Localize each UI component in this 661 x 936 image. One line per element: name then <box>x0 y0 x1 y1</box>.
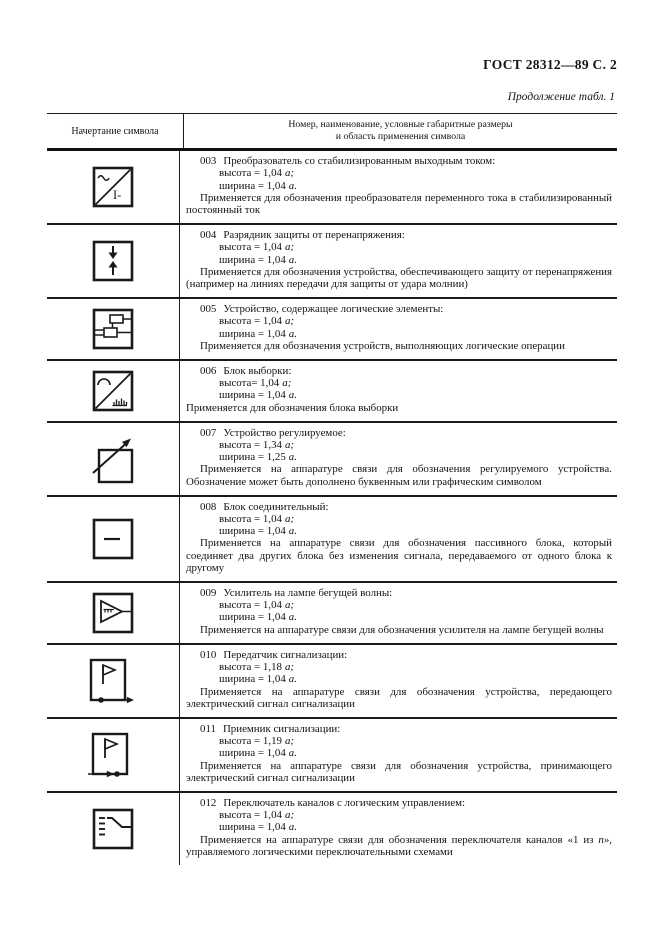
row-number: 012 <box>200 796 217 809</box>
row-description: Применяется на аппаратуре связи для обозначения устройства, передающего электрический сигнал сигнализации <box>186 685 612 710</box>
gost-header: ГОСТ 28312—89 С. 2 <box>483 57 617 72</box>
row-number: 006 <box>200 365 217 378</box>
dimension-height: высота = 1,19 а; <box>219 735 295 748</box>
row-number: 008 <box>200 500 217 513</box>
dimension-width: ширина = 1,04 а. <box>219 253 297 266</box>
dimension-width: ширина = 1,25 а. <box>219 451 297 464</box>
dimension-width: ширина = 1,04 а. <box>219 611 297 624</box>
connecting-block-icon <box>91 517 135 561</box>
symbol-description-cell <box>179 299 617 359</box>
dimension-height: высота = 1,04 а; <box>219 513 295 526</box>
sampling-block-icon <box>91 369 135 413</box>
row-title: Передатчик сигнализации: <box>223 648 348 661</box>
row-title: Разрядник защиты от перенапряжения: <box>223 229 405 242</box>
dimension-height: высота = 1,34 а; <box>219 439 295 452</box>
table-row <box>47 583 617 645</box>
dimension-height: высота = 1,04 а; <box>219 809 295 822</box>
row-title: Усилитель на лампе бегущей волны: <box>223 587 393 600</box>
symbol-description-cell <box>179 361 617 421</box>
travelling-wave-tube-amplifier-icon <box>91 591 135 635</box>
dimension-width: ширина = 1,04 а. <box>219 747 297 760</box>
dimension-width: ширина = 1,04 а. <box>219 179 297 192</box>
symbol-description-cell <box>179 225 617 297</box>
row-number: 005 <box>200 303 217 316</box>
row-title: Преобразователь со стабилизированным выходным током: <box>223 155 496 168</box>
table-row <box>47 299 617 361</box>
symbol-cell <box>47 151 179 223</box>
dimension-width: ширина = 1,04 а. <box>219 525 297 538</box>
symbol-description-cell <box>179 583 617 643</box>
symbol-cell <box>47 361 179 421</box>
table-row <box>47 423 617 497</box>
signalling-receiver-icon <box>88 731 138 779</box>
table-row <box>47 719 617 793</box>
row-title: Устройство, содержащее логические элементы: <box>223 303 444 316</box>
table-row <box>47 793 617 865</box>
overvoltage-arrester-icon <box>91 239 135 283</box>
symbol-cell <box>47 645 179 717</box>
dimension-height: высота= 1,04 а; <box>219 377 292 390</box>
symbol-cell <box>47 497 179 581</box>
description-column-header <box>183 114 617 148</box>
table-row <box>47 151 617 225</box>
ac-to-stabilized-dc-converter-icon <box>91 165 135 209</box>
row-title: Блок выборки: <box>223 365 292 378</box>
row-description: Применяется для обозначения преобразователя переменного тока в стабилизированный постоянный ток <box>186 191 612 216</box>
table-continuation-note: Продолжение табл. 1 <box>507 91 615 103</box>
logic-elements-device-icon <box>91 307 135 351</box>
symbol-cell <box>47 793 179 865</box>
symbol-description-cell <box>179 719 617 791</box>
dimension-height: высота = 1,18 а; <box>219 661 295 674</box>
table-row <box>47 645 617 719</box>
dimension-width: ширина = 1,04 а. <box>219 389 297 402</box>
adjustable-device-icon <box>89 433 137 485</box>
symbol-description-cell <box>179 151 617 223</box>
symbol-column-header: Начертание символа <box>71 125 159 137</box>
table-row <box>47 225 617 299</box>
dimension-height: высота = 1,04 а; <box>219 599 295 612</box>
symbols-table <box>47 113 617 865</box>
svg-text:I-: I- <box>113 188 122 203</box>
symbol-description-cell <box>179 645 617 717</box>
table-row <box>47 497 617 583</box>
row-title: Устройство регулируемое: <box>223 426 346 439</box>
description-column-header-line2: и область применения символа <box>335 130 466 142</box>
row-number: 010 <box>200 648 217 661</box>
row-description: Применяется на аппаратуре связи для обозначения переключателя каналов «1 из n», управляемого логическими переключательными схемами <box>186 833 612 858</box>
row-description: Применяется для обозначения устройств, выполняющих логические операции <box>200 339 565 352</box>
symbol-cell <box>47 583 179 643</box>
logic-controlled-channel-switch-icon <box>91 807 135 851</box>
table-header-row <box>47 114 617 151</box>
dimension-width: ширина = 1,04 а. <box>219 327 297 340</box>
row-number: 009 <box>200 587 217 600</box>
dimension-height: высота = 1,04 а; <box>219 167 295 180</box>
row-number: 003 <box>200 155 217 168</box>
row-number: 011 <box>200 722 216 735</box>
row-title: Приемник сигнализации: <box>222 722 341 735</box>
dimension-width: ширина = 1,04 а. <box>219 673 297 686</box>
description-column-header-line1: Номер, наименование, условные габаритные размеры <box>288 119 513 130</box>
symbol-description-cell <box>179 793 617 865</box>
row-description: Применяется на аппаратуре связи для обозначения усилителя на лампе бегущей волны <box>200 623 604 636</box>
row-title: Блок соединительный: <box>223 500 329 513</box>
symbol-cell <box>47 719 179 791</box>
row-description: Применяется на аппаратуре связи для обозначения регулируемого устройства. Обозначение может быть дополнено буквенным или графическим символом <box>186 463 612 488</box>
row-title: Переключатель каналов с логическим управлением: <box>223 796 466 809</box>
symbol-description-cell <box>179 423 617 495</box>
row-description: Применяется на аппаратуре связи для обозначения устройства, принимающего электрический сигнал сигнализации <box>186 759 612 784</box>
row-description: Применяется для обозначения устройства, обеспечивающего защиту от перенапряжения (например на линиях передачи для защиты от удара молнии) <box>186 265 612 291</box>
signalling-transmitter-icon <box>88 657 138 705</box>
dimension-height: высота = 1,04 а; <box>219 315 295 328</box>
dimension-width: ширина = 1,04 а. <box>219 821 297 834</box>
table-row <box>47 361 617 423</box>
dimension-height: высота = 1,04 а; <box>219 241 295 254</box>
row-description: Применяется для обозначения блока выборки <box>186 401 399 414</box>
symbol-cell <box>47 299 179 359</box>
symbol-description-cell <box>179 497 617 581</box>
row-description: Применяется на аппаратуре связи для обозначения пассивного блока, который соединяет два других блока без изменения сигнала, передаваемого от одного блока к другому <box>186 537 612 574</box>
row-number: 004 <box>200 229 217 242</box>
symbol-cell <box>47 225 179 297</box>
row-number: 007 <box>200 426 217 439</box>
symbol-cell <box>47 423 179 495</box>
